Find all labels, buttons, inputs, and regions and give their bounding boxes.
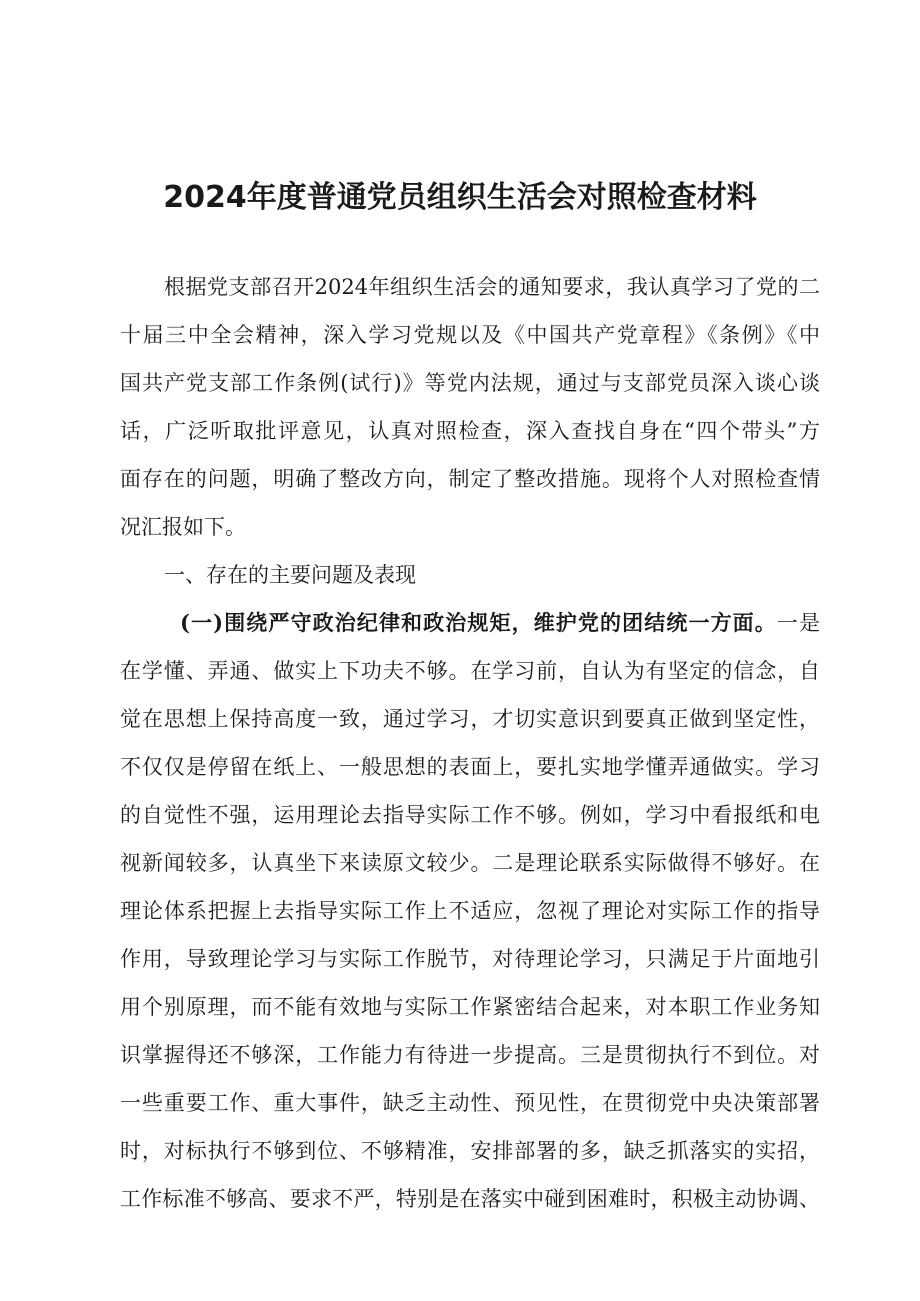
- body-line-8: 用个别原理，而不能有效地与实际工作紧密结合起来，对本职工作业务知: [120, 995, 820, 1019]
- intro-line-2: 十届三中全会精神，深入学习党规以及《中国共产党章程》《条例》《中: [120, 323, 820, 347]
- body-line-3: 不仅仅是停留在纸上、一般思想的表面上，要扎实地学懂弄通做实。学习: [120, 755, 820, 779]
- intro-line-3: 国共产党支部工作条例(试行)》等党内法规，通过与支部党员深入谈心谈: [120, 371, 820, 395]
- body-line-10: 一些重要工作、重大事件，缺乏主动性、预见性，在贯彻党中央决策部署: [120, 1091, 820, 1115]
- intro-line-5: 面存在的问题，明确了整改方向，制定了整改措施。现将个人对照检查情: [120, 467, 820, 491]
- body-line-5: 视新闻较多，认真坐下来读原文较少。二是理论联系实际做得不够好。在: [120, 851, 820, 875]
- body-line-7: 作用，导致理论学习与实际工作脱节，对待理论学习，只满足于片面地引: [120, 947, 820, 971]
- intro-line-6: 况汇报如下。: [120, 515, 246, 539]
- body-line-6: 理论体系把握上去指导实际工作上不适应，忽视了理论对实际工作的指导: [120, 899, 820, 923]
- subsection-first-line: [120, 601, 820, 645]
- section-heading: 一、存在的主要问题及表现: [164, 563, 416, 587]
- document-title: 2024年度普通党员组织生活会对照检查材料: [163, 180, 757, 215]
- intro-line-4: 话，广泛听取批评意见，认真对照检查，深入查找自身在“四个带头”方: [120, 419, 820, 443]
- subsection-first-rest: 一是: [776, 611, 820, 635]
- intro-line-1: 根据党支部召开2024年组织生活会的通知要求，我认真学习了党的二: [164, 275, 820, 299]
- body-line-1: 在学懂、弄通、做实上下功夫不够。在学习前，自认为有坚定的信念，自: [120, 659, 820, 683]
- body-line-11: 时，对标执行不够到位、不够精准，安排部署的多，缺乏抓落实的实招，: [120, 1139, 820, 1163]
- subsection-heading: (一)围绕严守政治纪律和政治规矩，维护党的团结统一方面。: [180, 610, 777, 635]
- body-line-4: 的自觉性不强，运用理论去指导实际工作不够。例如，学习中看报纸和电: [120, 803, 820, 827]
- body-line-9: 识掌握得还不够深，工作能力有待进一步提高。三是贯彻执行不到位。对: [120, 1043, 820, 1067]
- body-line-2: 觉在思想上保持高度一致，通过学习，才切实意识到要真正做到坚定性，: [120, 707, 820, 731]
- body-line-12: 工作标准不够高、要求不严，特别是在落实中碰到困难时，积极主动协调、: [120, 1187, 820, 1211]
